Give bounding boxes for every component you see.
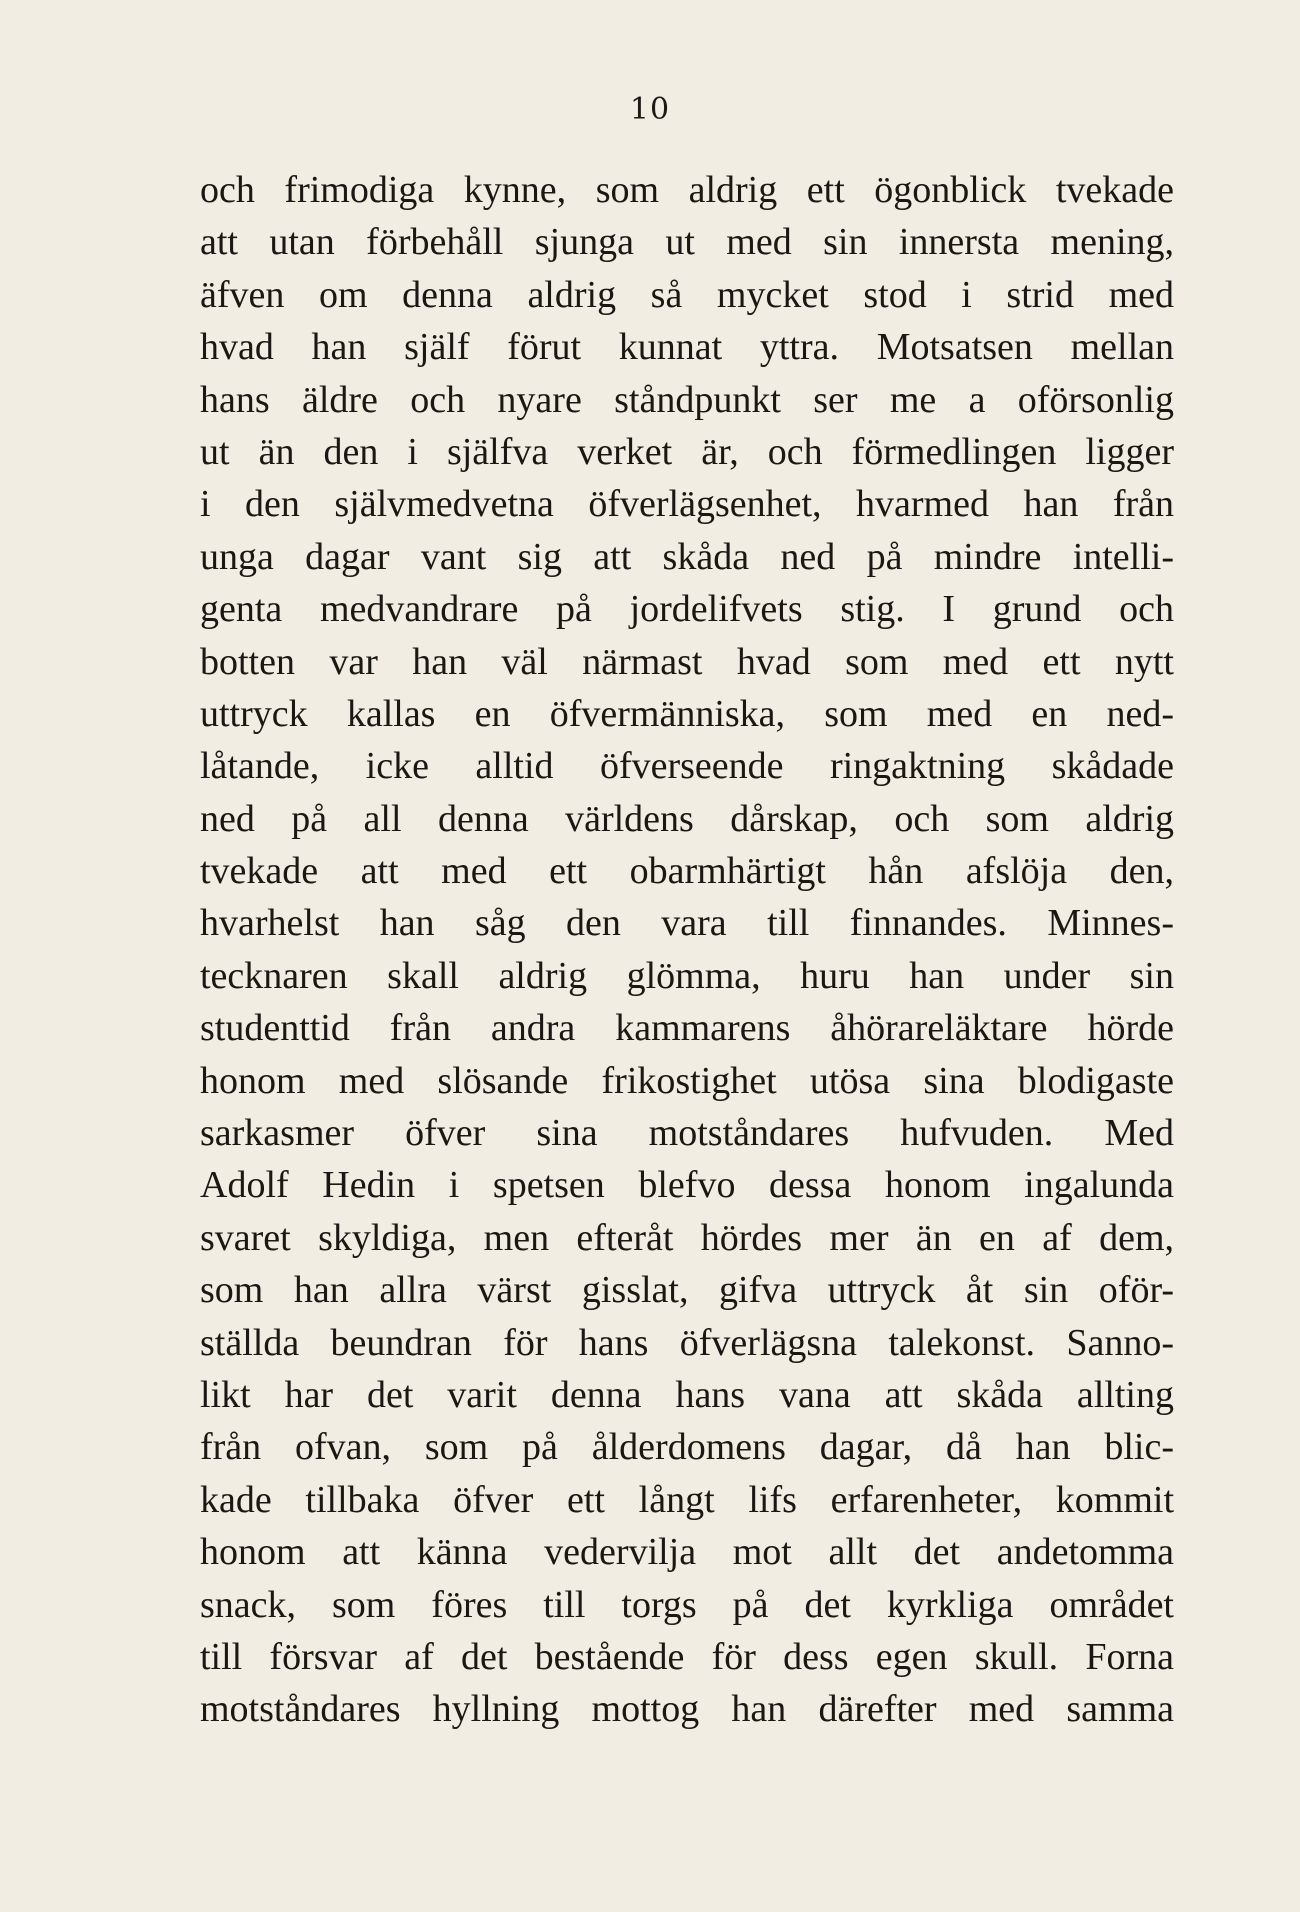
text-line: tvekade att med ett obarmhärtigt hån afslöja den, <box>200 850 1174 893</box>
text-line: motståndares hyllning mottog han därefter med samma <box>200 1688 1174 1731</box>
text-line: tecknaren skall aldrig glömma, huru han under sin <box>200 954 1174 997</box>
page-number: 10 <box>629 92 671 127</box>
text-line: genta medvandrare på jordelifvets stig. I grund och <box>200 588 1174 631</box>
text-line: ned på all denna världens dårskap, och som aldrig <box>200 797 1174 840</box>
text-line: honom med slösande frikostighet utösa sina blodigaste <box>200 1059 1174 1102</box>
text-line: ställda beundran för hans öfverlägsna talekonst. Sanno- <box>200 1321 1174 1364</box>
text-line: studenttid från andra kammarens åhörareläktare hörde <box>200 1007 1174 1050</box>
text-line: till försvar af det bestående för dess egen skull. Forna <box>200 1635 1174 1678</box>
text-line: kade tillbaka öfver ett långt lifs erfarenheter, kommit <box>200 1478 1174 1521</box>
text-line: som han allra värst gisslat, gifva uttryck åt sin oför- <box>200 1269 1174 1312</box>
text-line: likt har det varit denna hans vana att skåda allting <box>200 1373 1174 1416</box>
text-line: äfven om denna aldrig så mycket stod i strid med <box>200 273 1174 316</box>
text-line: i den självmedvetna öfverlägsenhet, hvarmed han från <box>200 483 1174 526</box>
text-line: unga dagar vant sig att skåda ned på mindre intelli- <box>200 535 1174 578</box>
text-line: botten var han väl närmast hvad som med ett nytt <box>200 640 1174 683</box>
text-line: hvarhelst han såg den vara till finnandes. Minnes- <box>200 902 1174 945</box>
text-line: svaret skyldiga, men efteråt hördes mer än en af dem, <box>200 1216 1174 1259</box>
text-line: ut än den i själfva verket är, och förmedlingen ligger <box>200 430 1174 473</box>
text-line: att utan förbehåll sjunga ut med sin innersta mening, <box>200 221 1174 264</box>
text-line: Adolf Hedin i spetsen blefvo dessa honom ingalunda <box>200 1164 1174 1207</box>
text-line: och frimodiga kynne, som aldrig ett ögonblick tvekade <box>200 169 1174 211</box>
text-line: från ofvan, som på ålderdomens dagar, då han blic- <box>200 1426 1174 1469</box>
body-text <box>200 164 1174 1736</box>
text-line: sarkasmer öfver sina motståndares hufvuden. Med <box>200 1112 1174 1155</box>
text-line: hans äldre och nyare ståndpunkt ser me a oförsonlig <box>200 378 1174 421</box>
text-line: hvad han själf förut kunnat yttra. Motsatsen mellan <box>200 326 1174 369</box>
text-line: honom att känna vedervilja mot allt det andetomma <box>200 1531 1174 1574</box>
text-line: låtande, icke alltid öfverseende ringaktning skådade <box>200 745 1174 788</box>
text-line: snack, som föres till torgs på det kyrkliga området <box>200 1583 1174 1626</box>
text-line: uttryck kallas en öfvermänniska, som med en ned- <box>200 692 1174 735</box>
